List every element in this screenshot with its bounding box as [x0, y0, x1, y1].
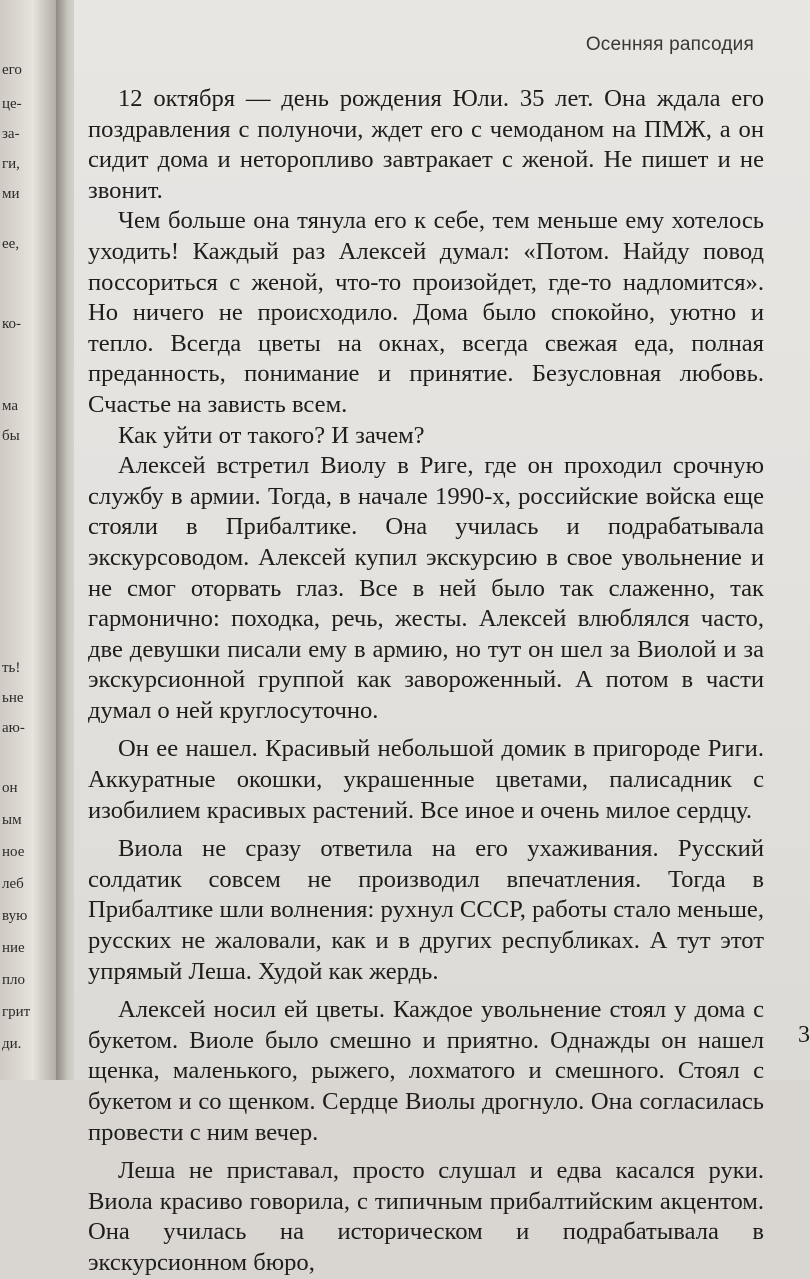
left-page-fragment: ть! — [2, 660, 21, 676]
left-page-fragment: ым — [2, 812, 22, 828]
left-page-fragment: ное — [2, 844, 25, 860]
book-page — [74, 0, 810, 1276]
left-page-fragment: ми — [2, 186, 20, 202]
left-page-fragment: его — [2, 62, 22, 78]
left-page-fragment: грит — [2, 1004, 31, 1020]
paragraph: 12 октября — день рождения Юли. 35 лет. Она ждала его поздравления с полуночи, ждет его с чемоданом на ПМЖ, а он сидит дома и неторопливо завтракает с женой. Не пишет и не звонит. — [88, 85, 764, 204]
paragraph: Алексей встретил Виолу в Риге, где он проходил срочную службу в армии. Тогда, в начале 1990-х, российские войска еще стояли в Прибалтике. Она училась и подрабатывала экскурсоводом. Алексей купил экскурсию в свое увольнение и не смог оторвать глаз. Все в ней было так слаженно, так гармонично: походка, речь, жесты. Алексей влюблялся часто, две девушки писали ему в армию, но тут он шел за Виолой и за экскурсионной группой как завороженный. А потом в части думал о ней круглосуточно. — [88, 452, 764, 724]
paragraph: Он ее нашел. Красивый небольшой домик в пригороде Риги. Аккуратные окошки, украшенные цветами, палисадник с изобилием красивых растений. Все иное и очень милое сердцу. — [88, 735, 764, 824]
left-page-fragment: ьне — [2, 690, 24, 706]
left-page-fragment: леб — [2, 876, 24, 892]
left-page-fragment: ко- — [2, 316, 22, 332]
left-page-fragment: ее, — [2, 236, 20, 252]
left-page-fragment: вую — [2, 908, 28, 924]
left-page-fragment: пло — [2, 972, 26, 988]
left-page-fragment: за- — [2, 126, 20, 142]
page-number: 3 — [798, 1022, 810, 1048]
left-page-fragment: он — [2, 780, 18, 796]
left-page-fragment: ма — [2, 398, 19, 414]
left-page-fragment: ги, — [2, 156, 20, 172]
left-page-fragment: ди. — [2, 1036, 22, 1052]
left-page-fragment: ние — [2, 940, 25, 956]
running-title: Осенняя рапсодия — [585, 34, 754, 55]
paragraph: Леша не приставал, просто слушал и едва касался руки. Виола красиво говорила, с типичным прибалтийским акцентом. Она училась на историческом и подрабатывала в экскурсионном бюро, — [88, 1157, 764, 1276]
paragraph: Алексей носил ей цветы. Каждое увольнение стоял у дома с букетом. Виоле было смешно и приятно. Однажды он нашел щенка, маленького, рыжего, лохматого и смешного. Стоял с букетом и со щенком. Сердце Виолы дрогнуло. Она согласилась провести с ним вечер. — [88, 996, 764, 1146]
left-page-fragment: аю- — [2, 720, 25, 736]
paragraph: Как уйти от такого? И зачем? — [118, 421, 425, 449]
left-page-fragment: бы — [2, 428, 20, 444]
paragraph: Виола не сразу ответила на его ухаживания. Русский солдатик совсем не производил впечатления. Тогда в Прибалтике шли волнения: рухнул СССР, работы стало меньше, русских не жаловали, как и в других республиках. А тут этот упрямый Леша. Худой как жердь. — [88, 835, 764, 985]
previous-page-edge — [0, 0, 60, 1080]
body-text — [88, 84, 764, 1279]
paragraph: Чем больше она тянула его к себе, тем меньше ему хотелось уходить! Каждый раз Алексей думал: «Потом. Найду повод поссориться с женой, что-то произойдет, где-то надломится». Но ничего не происходило. Дома было спокойно, уютно и тепло. Всегда цветы на окнах, всегда свежая еда, полная преданность, понимание и принятие. Безусловная любовь. Счастье на зависть всем. — [88, 207, 764, 418]
left-page-fragment: це- — [2, 96, 22, 112]
